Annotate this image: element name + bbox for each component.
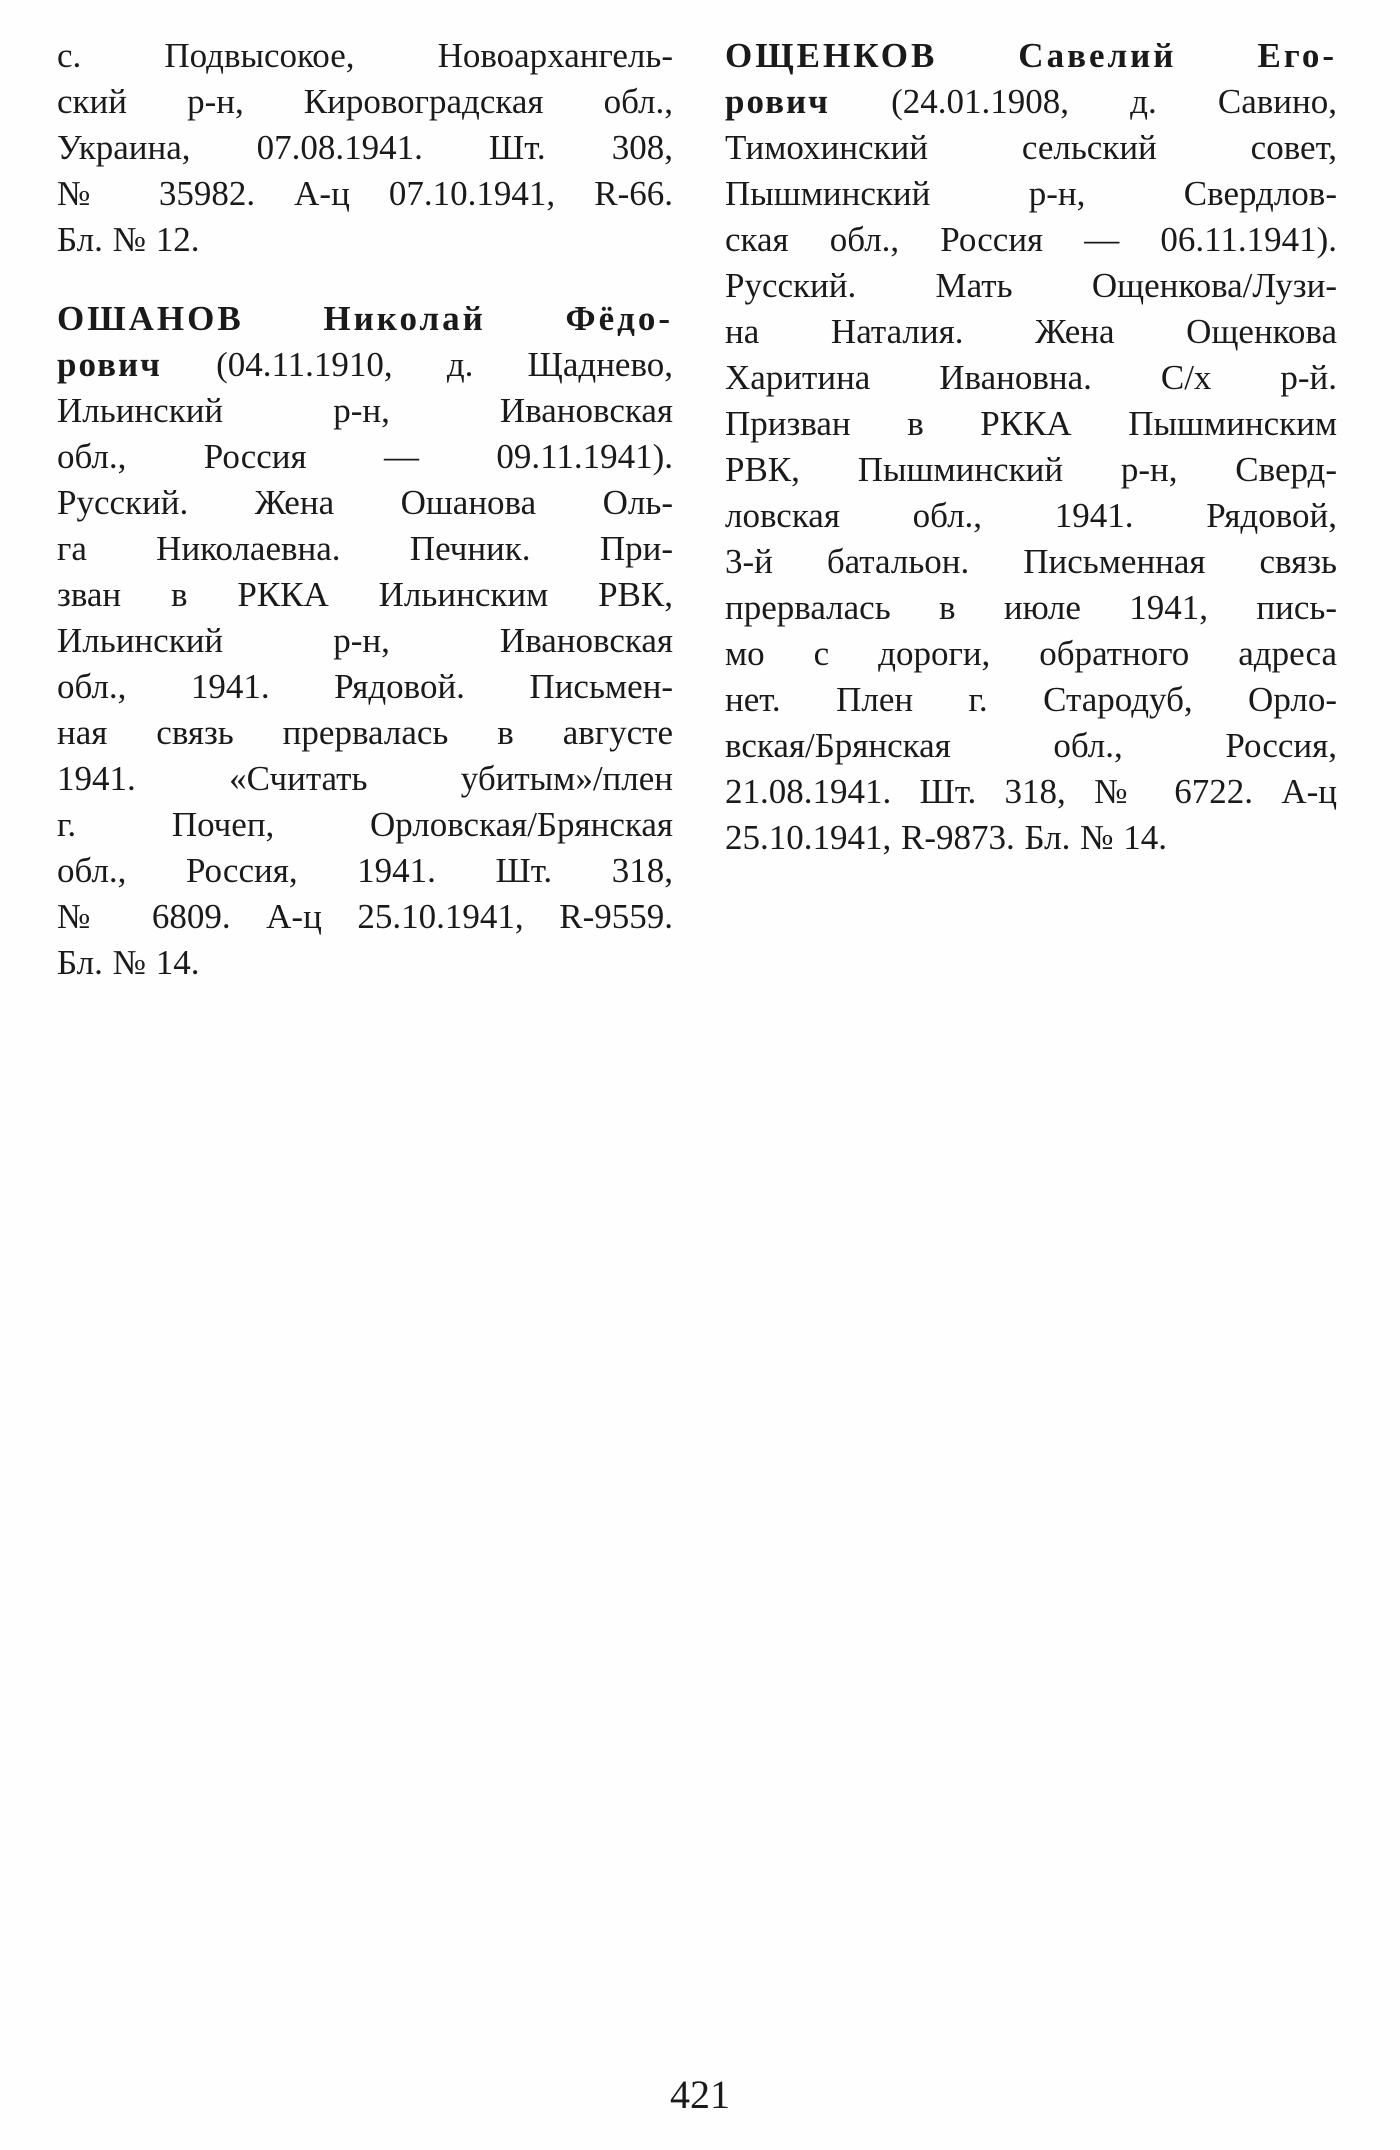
body-text-segment: № 35982. А-ц 07.10.1941, R-66.: [57, 174, 673, 213]
body-text-segment: обл., Россия — 09.11.1941).: [57, 437, 673, 476]
text-line: [725, 171, 1337, 217]
text-line: [57, 756, 673, 802]
body-text-segment: прервалась в июле 1941, пись-: [725, 588, 1337, 627]
text-line: [57, 480, 673, 526]
body-text-segment: ная связь прервалась в августе: [57, 713, 673, 752]
body-text-segment: 3-й батальон. Письменная связь: [725, 542, 1337, 581]
body-text-segment: Пышминский р-н, Свердлов-: [725, 174, 1337, 213]
text-line: [57, 940, 673, 986]
body-text-segment: Тимохинский сельский совет,: [725, 128, 1337, 167]
body-text-segment: га Николаевна. Печник. При-: [57, 529, 673, 568]
text-line: [725, 309, 1337, 355]
body-text-segment: Харитина Ивановна. С/х р-й.: [725, 358, 1337, 397]
text-line: [725, 125, 1337, 171]
body-text-segment: вская/Брянская обл., Россия,: [725, 726, 1337, 765]
text-line: [57, 664, 673, 710]
text-line: [57, 618, 673, 664]
body-text-segment: Призван в РККА Пышминским: [725, 404, 1337, 443]
text-line: [57, 171, 673, 217]
text-line: [725, 631, 1337, 677]
body-text-segment: РВК, Пышминский р-н, Сверд-: [725, 450, 1337, 489]
text-line: [57, 526, 673, 572]
body-text-segment: нет. Плен г. Стародуб, Орло-: [725, 680, 1337, 719]
body-text-segment: Русский. Мать Ощенкова/Лузи-: [725, 266, 1337, 305]
text-line: [725, 723, 1337, 769]
text-line: [725, 677, 1337, 723]
body-text-segment: 21.08.1941. Шт. 318, № 6722. А-ц: [725, 772, 1337, 811]
body-text-segment: Ильинский р-н, Ивановская: [57, 391, 673, 430]
body-text-segment: Бл. № 14.: [57, 943, 200, 982]
text-line: [725, 493, 1337, 539]
text-line: [57, 388, 673, 434]
body-text-segment: Ильинский р-н, Ивановская: [57, 621, 673, 660]
body-text-segment: мо с дороги, обратного адреса: [725, 634, 1337, 673]
body-text-segment: ловская обл., 1941. Рядовой,: [725, 496, 1337, 535]
text-line: [725, 769, 1337, 815]
right-text-column: [725, 33, 1337, 861]
text-line: [57, 572, 673, 618]
body-text-segment: Бл. № 12.: [57, 220, 200, 259]
text-line: [57, 848, 673, 894]
body-text-segment: обл., 1941. Рядовой. Письмен-: [57, 667, 673, 706]
text-line: [725, 79, 1337, 125]
body-text-segment: 25.10.1941, R-9873. Бл. № 14.: [725, 818, 1167, 857]
text-line: [725, 401, 1337, 447]
body-text-segment: обл., Россия, 1941. Шт. 318,: [57, 851, 673, 890]
text-line: [57, 710, 673, 756]
text-line: [725, 815, 1337, 861]
text-line: [57, 342, 673, 388]
text-line: [725, 447, 1337, 493]
text-line: [57, 33, 673, 79]
entry-heading-line: [725, 33, 1337, 79]
text-line: [725, 263, 1337, 309]
body-text-segment: ская обл., Россия — 06.11.1941).: [725, 220, 1337, 259]
body-text-segment: с. Подвысокое, Новоархангель-: [57, 36, 673, 75]
bold-text-segment: ОШАНОВ Николай Фёдо-: [57, 299, 673, 338]
body-text-segment: 1941. «Считать убитым»/плен: [57, 759, 673, 798]
bold-text-segment: ОЩЕНКОВ Савелий Его-: [725, 36, 1337, 75]
text-line: [57, 217, 673, 263]
entry-heading-line: [57, 296, 673, 342]
body-text-segment: на Наталия. Жена Ощенкова: [725, 312, 1337, 351]
bold-text-segment: рович: [725, 82, 830, 121]
body-text-segment: зван в РККА Ильинским РВК,: [57, 575, 673, 614]
body-text-segment: Русский. Жена Ошанова Оль-: [57, 483, 673, 522]
memorial-entry: [57, 296, 673, 986]
body-text-segment: № 6809. А-ц 25.10.1941, R-9559.: [57, 897, 673, 936]
body-text-segment: (04.11.1910, д. Щаднево,: [161, 345, 673, 384]
text-line: [57, 802, 673, 848]
text-line: [57, 434, 673, 480]
page-number: 421: [670, 2072, 730, 2117]
left-text-column: [57, 33, 673, 986]
memorial-entry: [57, 33, 673, 263]
text-line: [725, 355, 1337, 401]
text-line: [725, 585, 1337, 631]
text-line: [725, 539, 1337, 585]
body-text-segment: г. Почеп, Орловская/Брянская: [57, 805, 673, 844]
body-text-segment: ский р-н, Кировоградская обл.,: [57, 82, 673, 121]
text-line: [725, 217, 1337, 263]
text-line: [57, 894, 673, 940]
text-line: [57, 125, 673, 171]
body-text-segment: Украина, 07.08.1941. Шт. 308,: [57, 128, 673, 167]
text-line: [57, 79, 673, 125]
memorial-entry: [725, 33, 1337, 861]
bold-text-segment: рович: [57, 345, 162, 384]
body-text-segment: (24.01.1908, д. Савино,: [829, 82, 1337, 121]
